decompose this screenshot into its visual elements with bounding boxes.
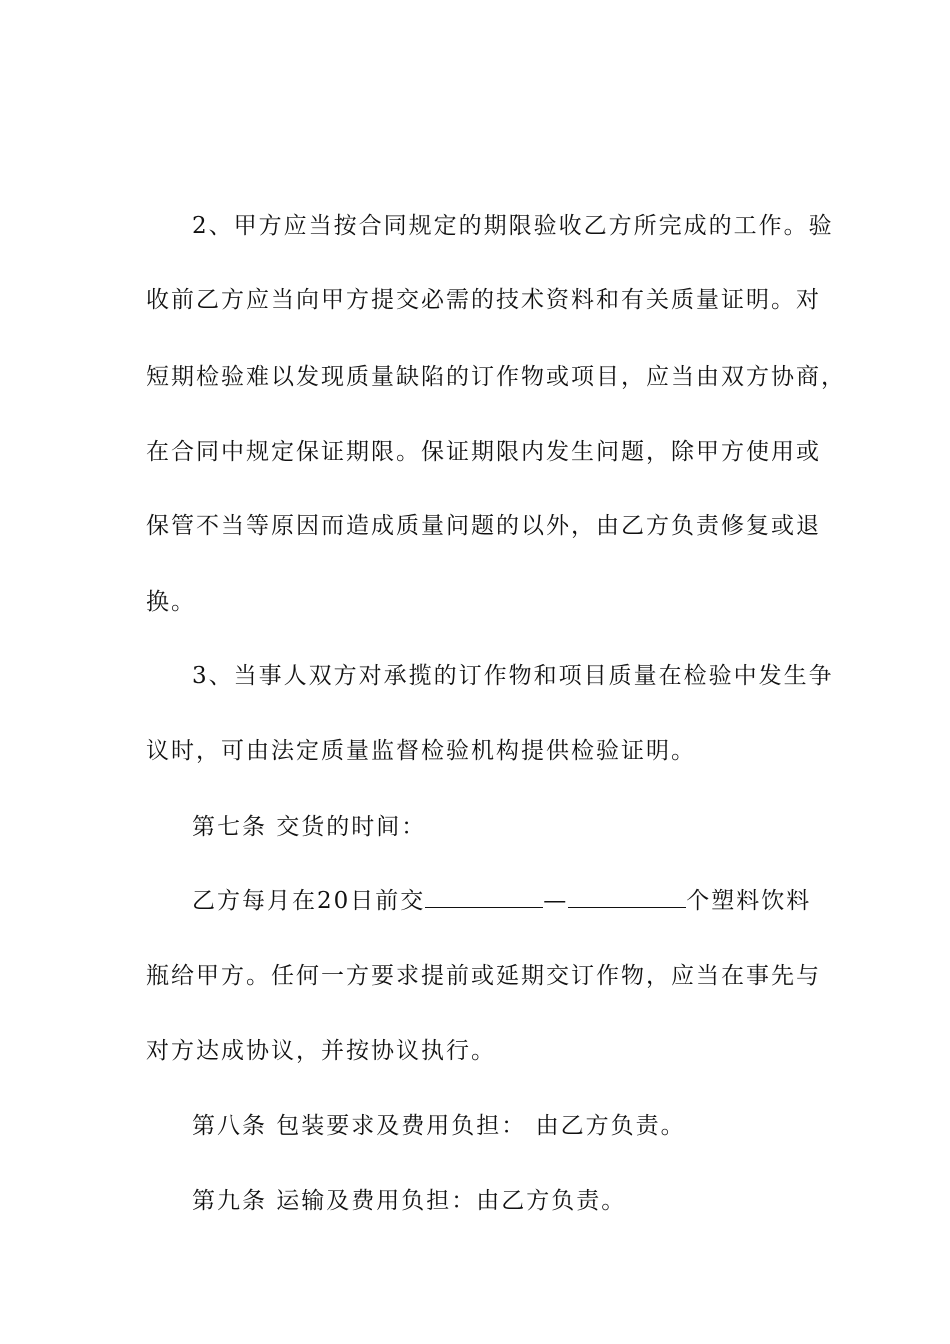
paragraph-line: 瓶给甲方。任何一方要求提前或延期交订作物，应当在事先与 bbox=[146, 963, 821, 989]
paragraph-line: 换。 bbox=[146, 589, 196, 615]
paragraph-line: 在合同中规定保证期限。保证期限内发生问题，除甲方使用或 bbox=[146, 439, 821, 465]
article-heading: 第九条 运输及费用负担：由乙方负责。 bbox=[192, 1188, 627, 1214]
delivery-prefix: 乙方每月在20日前交 bbox=[192, 888, 426, 914]
article-heading: 第七条 交货的时间： bbox=[192, 814, 427, 840]
paragraph-line: 2、甲方应当按合同规定的期限验收乙方所完成的工作。验 bbox=[192, 213, 834, 239]
paragraph-line: 对方达成协议，并按协议执行。 bbox=[146, 1038, 496, 1064]
paragraph-line: 短期检验难以发现质量缺陷的订作物或项目，应当由双方协商， bbox=[146, 364, 846, 390]
delivery-suffix: 个塑料饮料 bbox=[686, 888, 812, 914]
paragraph-line: 保管不当等原因而造成质量问题的以外，由乙方负责修复或退 bbox=[146, 513, 821, 539]
paragraph-line: 议时，可由法定质量监督检验机构提供检验证明。 bbox=[146, 738, 696, 764]
article-heading: 第八条 包装要求及费用负担： 由乙方负责。 bbox=[192, 1113, 686, 1139]
paragraph-line: 3、当事人双方对承揽的订作物和项目质量在检验中发生争 bbox=[192, 663, 834, 689]
paragraph-line: 收前乙方应当向甲方提交必需的技术资料和有关质量证明。对 bbox=[146, 287, 821, 313]
delivery-line bbox=[192, 886, 811, 916]
delivery-dash: — bbox=[543, 888, 569, 914]
blank-field bbox=[568, 887, 686, 908]
blank-field bbox=[425, 887, 543, 908]
